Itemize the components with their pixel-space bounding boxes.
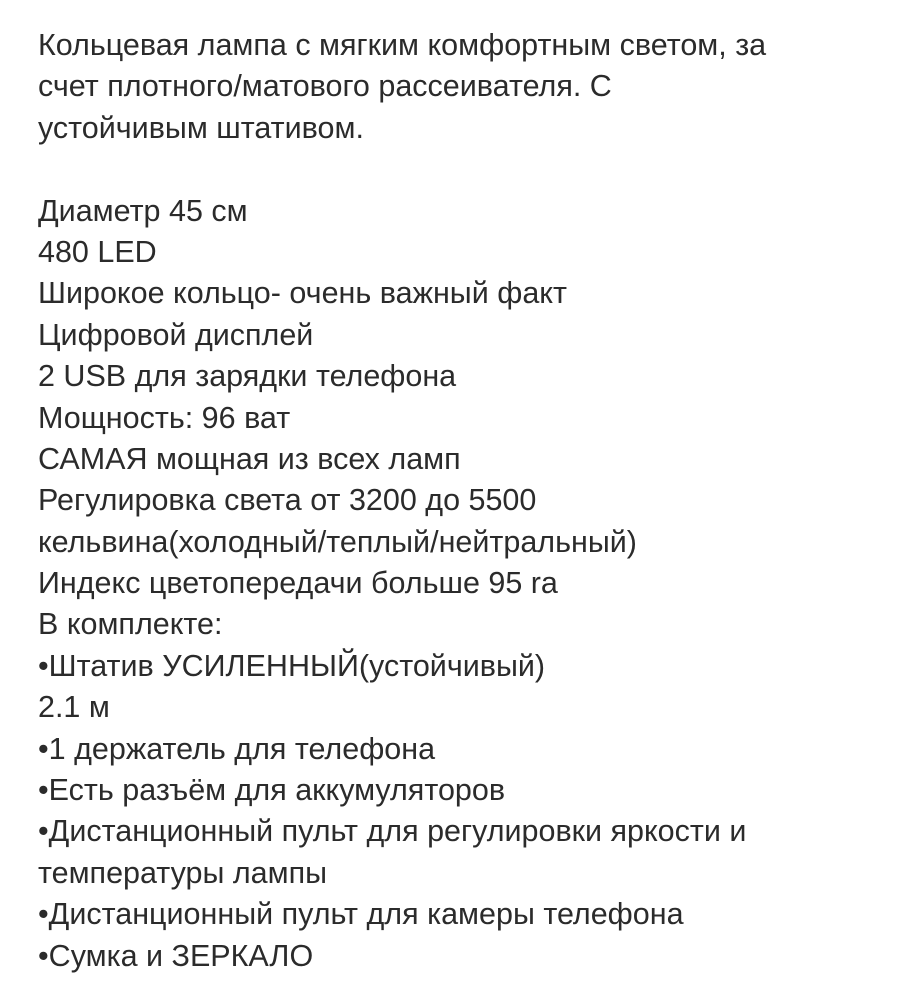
- intro-line-3: устойчивым штативом.: [38, 110, 364, 145]
- spec-usb: 2 USB для зарядки телефона: [38, 359, 457, 394]
- spec-color-rendering-index: Индекс цветопередачи больше 95 ra: [38, 566, 558, 601]
- kit-tripod-line-2: 2.1 м: [38, 690, 110, 725]
- intro-line-2: счет плотного/матового рассеивателя. С: [38, 69, 612, 104]
- spec-most-powerful: САМАЯ мощная из всех ламп: [38, 441, 461, 476]
- kit-remote-line-1: •Дистанционный пульт для регулировки яркости и: [38, 814, 747, 849]
- kit-heading: В комплекте:: [38, 607, 223, 642]
- kit-remote-line-2: температуры лампы: [38, 855, 328, 890]
- spec-regulation-line-1: Регулировка света от 3200 до 5500: [38, 483, 537, 518]
- kit-camera-remote: •Дистанционный пульт для камеры телефона: [38, 897, 684, 932]
- spec-led-count: 480 LED: [38, 234, 157, 269]
- product-description: [38, 25, 898, 977]
- kit-bag-mirror: •Сумка и ЗЕРКАЛО: [38, 938, 314, 973]
- spec-power: Мощность: 96 ват: [38, 400, 291, 435]
- kit-battery-connector: •Есть разъём для аккумуляторов: [38, 773, 506, 808]
- spec-wide-ring: Широкое кольцо- очень важный факт: [38, 276, 567, 311]
- kit-tripod-line-1: •Штатив УСИЛЕННЫЙ(устойчивый): [38, 648, 546, 683]
- spec-diameter: Диаметр 45 см: [38, 193, 248, 228]
- kit-phone-holder: •1 держатель для телефона: [38, 731, 436, 766]
- spec-regulation-line-2: кельвина(холодный/теплый/нейтральный): [38, 524, 637, 559]
- spec-digital-display: Цифровой дисплей: [38, 317, 314, 352]
- paragraph-spacer: [38, 149, 898, 190]
- intro-line-1: Кольцевая лампа с мягким комфортным светом, за: [38, 28, 767, 62]
